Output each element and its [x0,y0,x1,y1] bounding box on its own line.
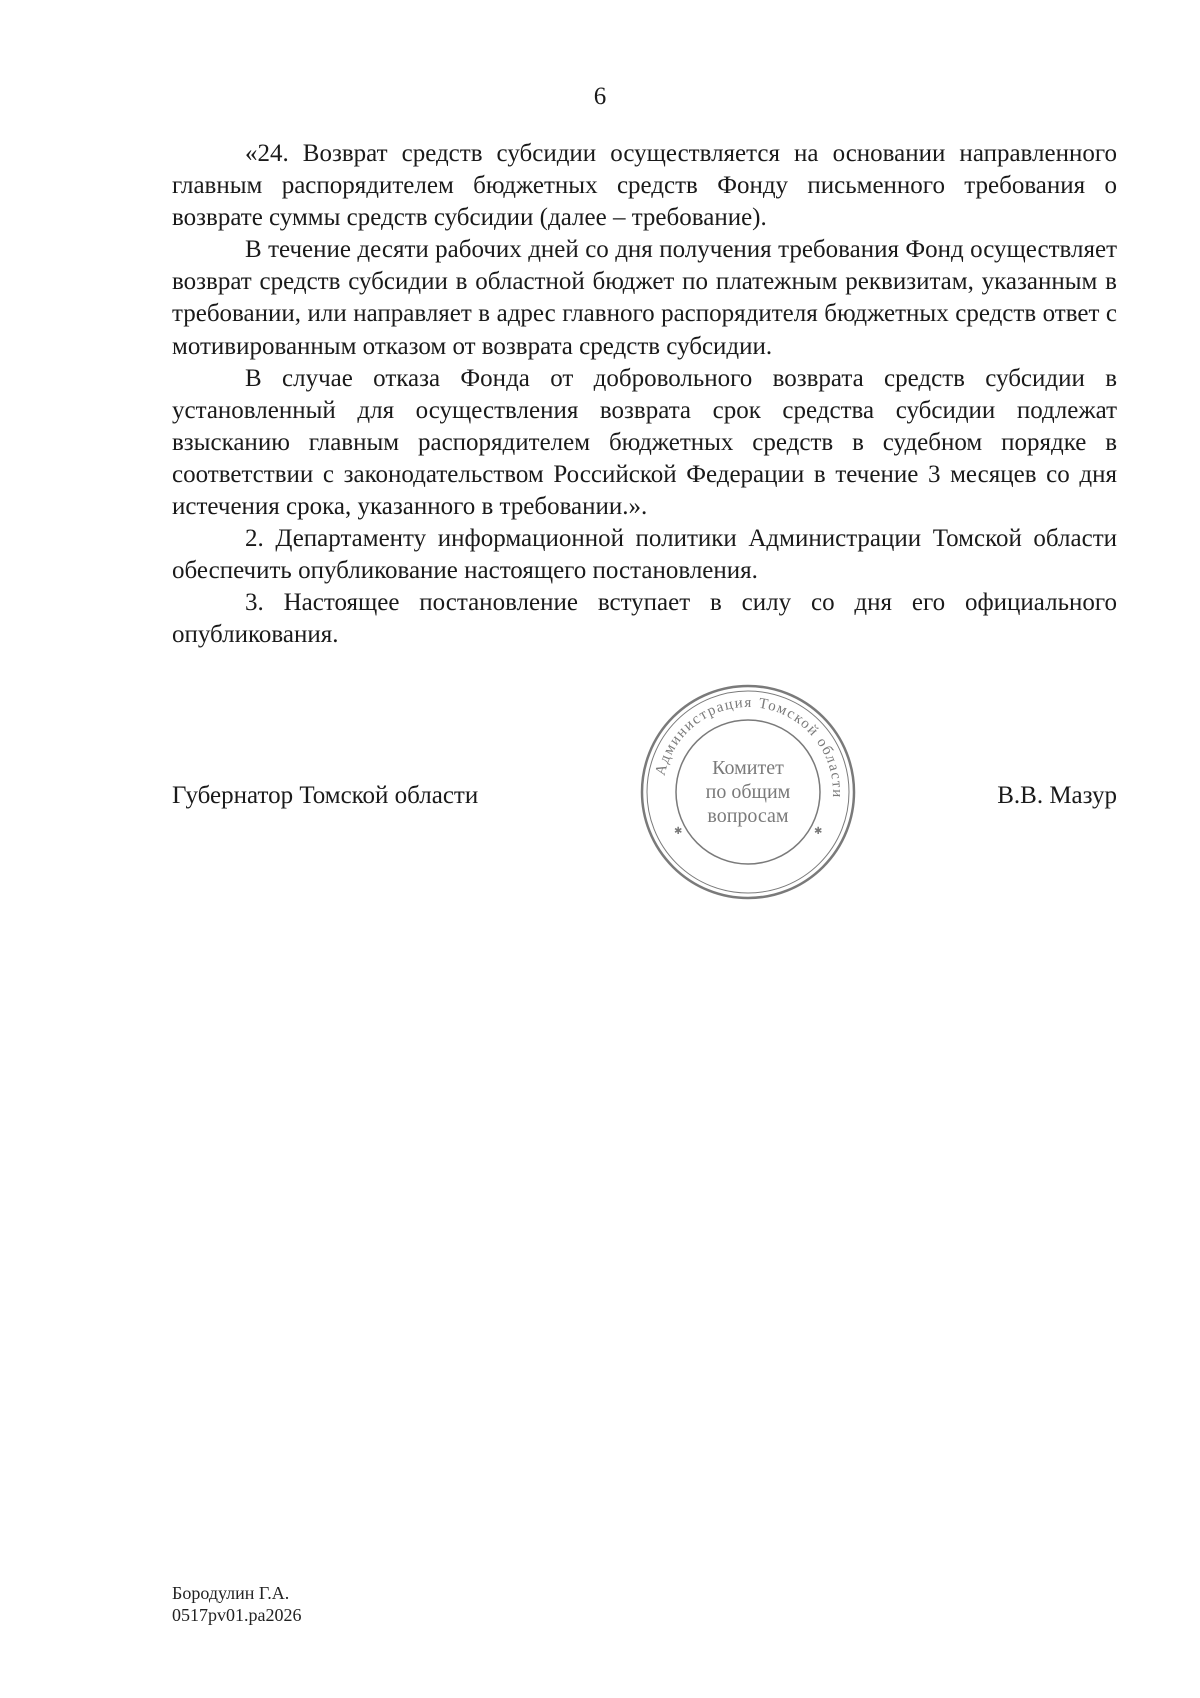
signature-title: Губернатор Томской области [172,782,479,809]
footer [172,1582,302,1626]
paragraph-2: В течение десяти рабочих дней со дня получения требования Фонд осуществляет возврат средств субсидии в областной бюджет по платежным реквизитам, указанным в требовании, или направляет в адрес главного распорядителя бюджетных средств ответ с мотивированным отказом от возврата средств субсидии. [172,236,1117,360]
paragraph-1: «24. Возврат средств субсидии осуществляется на основании направленного главным распорядителем бюджетных средств Фонду письменного требования о возврате суммы средств субсидии (далее – требование). [172,140,1117,232]
stamp-graphic [638,682,858,902]
stamp-center-line-1: Комитет [712,757,784,779]
footer-code: 0517pv01.pa2026 [172,1605,302,1625]
footer-author: Бородулин Г.А. [172,1583,290,1603]
official-stamp [638,682,858,902]
stamp-center-line-3: вопросам [707,805,789,827]
paragraph-4: 2. Департаменту информационной политики Администрации Томской области обеспечить опубликование настоящего постановления. [172,525,1117,585]
stamp-center-line-2: по общим [705,781,791,803]
signature-name: В.В. Мазур [997,782,1117,809]
document-body [172,138,1117,652]
stamp-ring-text: Администрация Томской области [652,694,846,799]
paragraph-5: 3. Настоящее постановление вступает в силу со дня его официального опубликования. [172,589,1117,649]
paragraph-3: В случае отказа Фонда от добровольного возврата средств субсидии в установленный для осуществления возврата срок средства субсидии подлежат взысканию главным распорядителем бюджетных средств в судебном порядке в соответствии с законодательством Российской Федерации в течение 3 месяцев со дня истечения срока, указанного в требовании.». [172,364,1117,521]
stamp-star-right-icon: ✱ [814,826,823,837]
stamp-star-left-icon: ✱ [674,826,683,837]
page-number: 6 [593,83,607,110]
